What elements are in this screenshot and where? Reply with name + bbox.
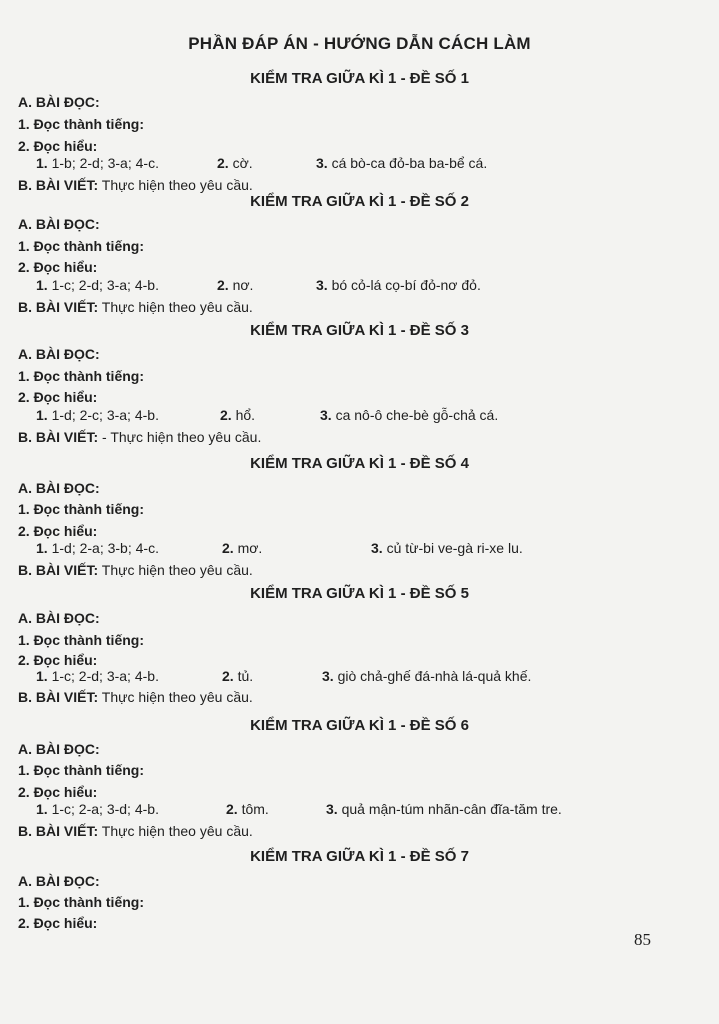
- comprehension-label: 2. Đọc hiểu:: [18, 915, 98, 931]
- writing-line: B. BÀI VIẾT: Thực hiện theo yêu cầu.: [18, 562, 253, 578]
- comprehension-label: 2. Đọc hiểu:: [18, 652, 98, 668]
- comprehension-label: 2. Đọc hiểu:: [18, 389, 98, 405]
- answer-3: 3. ca nô-ô che-bè gỗ-chả cá.: [320, 407, 499, 423]
- answer-1: 1. 1-b; 2-d; 3-a; 4-c.: [36, 155, 159, 171]
- comprehension-label: 2. Đọc hiểu:: [18, 523, 98, 539]
- writing-line: B. BÀI VIẾT: Thực hiện theo yêu cầu.: [18, 823, 253, 839]
- answer-3: 3. quả mận-túm nhãn-cân đĩa-tăm tre.: [326, 801, 562, 817]
- writing-line: B. BÀI VIẾT: Thực hiện theo yêu cầu.: [18, 177, 253, 193]
- read-aloud-label: 1. Đọc thành tiếng:: [18, 501, 144, 517]
- section-title: KIỂM TRA GIỮA KÌ 1 - ĐỀ SỐ 6: [250, 717, 469, 734]
- answer-3: 3. cá bò-ca đỏ-ba ba-bể cá.: [316, 155, 488, 171]
- comprehension-label: 2. Đọc hiểu:: [18, 784, 98, 800]
- reading-heading: A. BÀI ĐỌC:: [18, 216, 100, 232]
- section-title: KIỂM TRA GIỮA KÌ 1 - ĐỀ SỐ 3: [250, 322, 469, 339]
- section-title: KIỂM TRA GIỮA KÌ 1 - ĐỀ SỐ 2: [250, 193, 469, 210]
- read-aloud-label: 1. Đọc thành tiếng:: [18, 762, 144, 778]
- reading-heading: A. BÀI ĐỌC:: [18, 480, 100, 496]
- read-aloud-label: 1. Đọc thành tiếng:: [18, 632, 144, 648]
- answer-1: 1. 1-d; 2-a; 3-b; 4-c.: [36, 540, 159, 556]
- reading-heading: A. BÀI ĐỌC:: [18, 610, 100, 626]
- page-title: PHẦN ĐÁP ÁN - HƯỚNG DẪN CÁCH LÀM: [188, 34, 531, 53]
- comprehension-label: 2. Đọc hiểu:: [18, 259, 98, 275]
- answer-2: 2. nơ.: [217, 277, 254, 293]
- answer-2: 2. hổ.: [220, 407, 256, 423]
- writing-line: B. BÀI VIẾT: Thực hiện theo yêu cầu.: [18, 299, 253, 315]
- answer-1: 1. 1-c; 2-a; 3-d; 4-b.: [36, 801, 159, 817]
- answer-3: 3. bó cỏ-lá cọ-bí đỏ-nơ đỏ.: [316, 277, 481, 293]
- writing-line: B. BÀI VIẾT: - Thực hiện theo yêu cầu.: [18, 429, 262, 445]
- reading-heading: A. BÀI ĐỌC:: [18, 873, 100, 889]
- reading-heading: A. BÀI ĐỌC:: [18, 94, 100, 110]
- answer-2: 2. cờ.: [217, 155, 253, 171]
- read-aloud-label: 1. Đọc thành tiếng:: [18, 368, 144, 384]
- reading-heading: A. BÀI ĐỌC:: [18, 346, 100, 362]
- answer-2: 2. mơ.: [222, 540, 263, 556]
- page-number: 85: [634, 930, 651, 949]
- comprehension-label: 2. Đọc hiểu:: [18, 138, 98, 154]
- answer-1: 1. 1-c; 2-d; 3-a; 4-b.: [36, 277, 159, 293]
- answer-1: 1. 1-d; 2-c; 3-a; 4-b.: [36, 407, 159, 423]
- answer-3: 3. củ từ-bi ve-gà ri-xe lu.: [371, 540, 523, 556]
- reading-heading: A. BÀI ĐỌC:: [18, 741, 100, 757]
- answer-3: 3. giò chả-ghế đá-nhà lá-quả khế.: [322, 668, 532, 684]
- read-aloud-label: 1. Đọc thành tiếng:: [18, 116, 144, 132]
- answer-1: 1. 1-c; 2-d; 3-a; 4-b.: [36, 668, 159, 684]
- section-title: KIỂM TRA GIỮA KÌ 1 - ĐỀ SỐ 4: [250, 455, 469, 472]
- section-title: KIỂM TRA GIỮA KÌ 1 - ĐỀ SỐ 5: [250, 585, 469, 602]
- answer-2: 2. tủ.: [222, 668, 254, 684]
- answer-2: 2. tôm.: [226, 801, 269, 817]
- read-aloud-label: 1. Đọc thành tiếng:: [18, 238, 144, 254]
- section-title: KIỂM TRA GIỮA KÌ 1 - ĐỀ SỐ 7: [250, 848, 469, 865]
- section-title: KIỂM TRA GIỮA KÌ 1 - ĐỀ SỐ 1: [250, 70, 469, 87]
- writing-line: B. BÀI VIẾT: Thực hiện theo yêu cầu.: [18, 689, 253, 705]
- read-aloud-label: 1. Đọc thành tiếng:: [18, 894, 144, 910]
